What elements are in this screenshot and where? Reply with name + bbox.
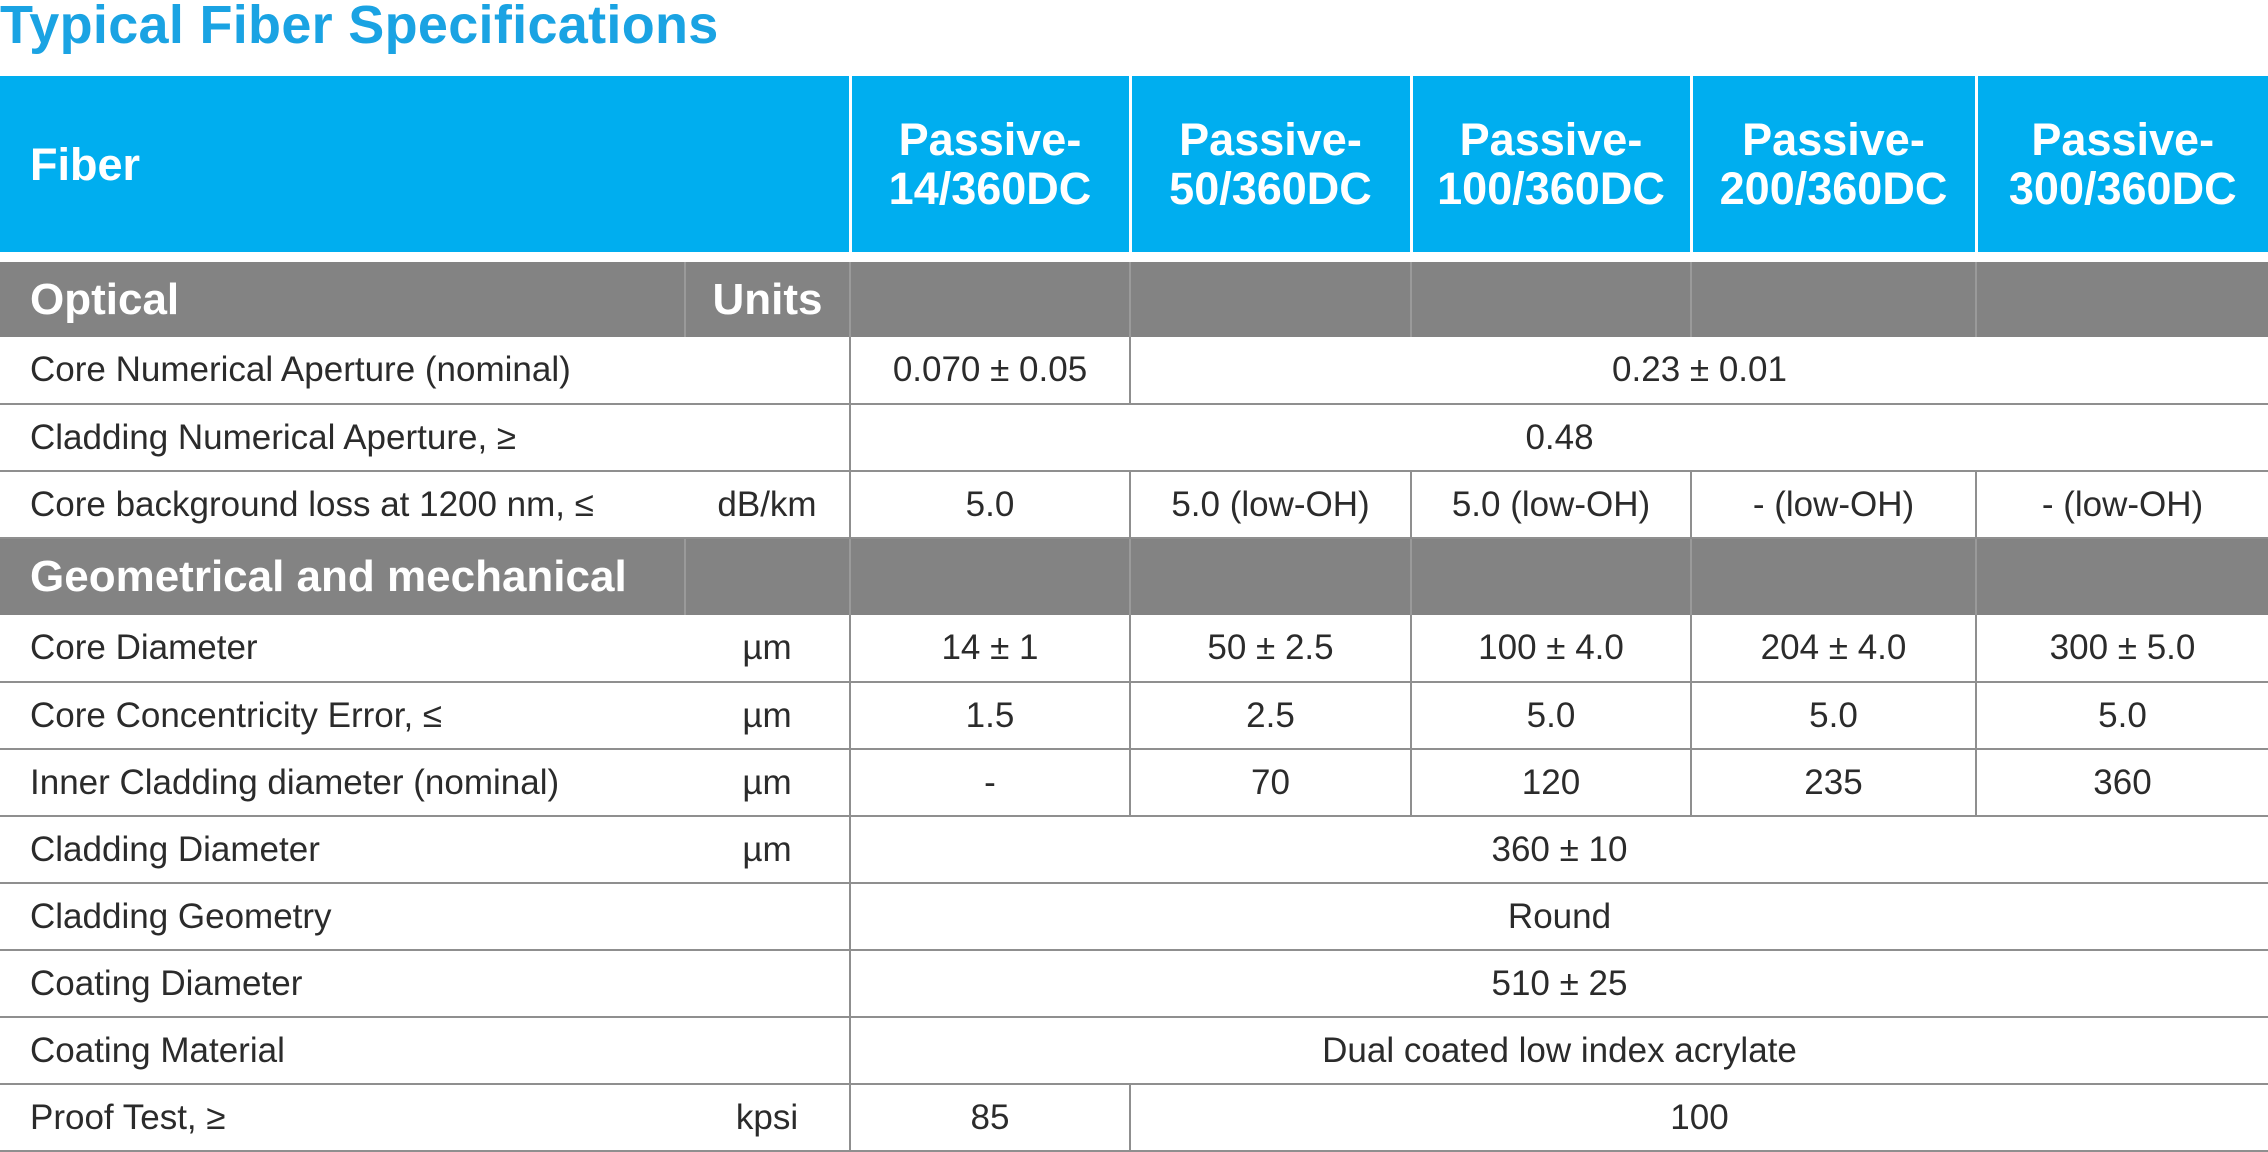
param-label: Coating Material [0, 1017, 685, 1084]
param-label: Coating Diameter [0, 950, 685, 1017]
param-label: Core Numerical Aperture (nominal) [0, 337, 685, 404]
value-cell: 0.070 ± 0.05 [850, 337, 1130, 404]
value-cell: 1.5 [850, 682, 1130, 749]
param-label: Cladding Diameter [0, 816, 685, 883]
table-row-concentricity [0, 682, 2268, 749]
value-cell: 85 [850, 1084, 1130, 1151]
table-row-cladding-geometry [0, 883, 2268, 950]
param-label: Cladding Geometry [0, 883, 685, 950]
header-col-passive-50-360dc [1130, 76, 1411, 252]
section-cell [1411, 538, 1691, 615]
header-col-passive-200-360dc [1691, 76, 1976, 252]
header-col-line1: Passive- [852, 115, 1129, 164]
value-cell: 204 ± 4.0 [1691, 615, 1976, 682]
header-col-passive-300-360dc [1976, 76, 2268, 252]
unit-cell: dB/km [685, 471, 850, 538]
header-col-line1: Passive- [1413, 115, 1690, 164]
value-cell: 14 ± 1 [850, 615, 1130, 682]
value-cell: 0.48 [850, 404, 2268, 471]
value-cell: 510 ± 25 [850, 950, 2268, 1017]
value-cell: 0.23 ± 0.01 [1130, 337, 2268, 404]
value-cell: 5.0 [1976, 682, 2268, 749]
param-label: Core background loss at 1200 nm, ≤ [0, 471, 685, 538]
section-cell [1691, 262, 1976, 337]
table-row-cladding-na [0, 404, 2268, 471]
param-label: Core Concentricity Error, ≤ [0, 682, 685, 749]
section-cell [1691, 538, 1976, 615]
value-cell: - (low-OH) [1691, 471, 1976, 538]
value-cell: 5.0 (low-OH) [1130, 471, 1411, 538]
param-label: Cladding Numerical Aperture, ≥ [0, 404, 685, 471]
unit-cell: kpsi [685, 1084, 850, 1151]
header-col-line2: 200/360DC [1693, 164, 1975, 213]
header-gap [0, 252, 2268, 262]
value-cell: 100 [1130, 1084, 2268, 1151]
value-cell: - (low-OH) [1976, 471, 2268, 538]
header-col-line2: 50/360DC [1132, 164, 1410, 213]
value-cell: 2.5 [1130, 682, 1411, 749]
unit-cell [685, 337, 850, 404]
table-header-row [0, 76, 2268, 252]
section-cell [1411, 262, 1691, 337]
unit-cell [685, 1017, 850, 1084]
value-cell: 5.0 [1411, 682, 1691, 749]
value-cell: Dual coated low index acrylate [850, 1017, 2268, 1084]
header-col-line2: 100/360DC [1413, 164, 1690, 213]
value-cell: 235 [1691, 749, 1976, 816]
table-row-core-diameter [0, 615, 2268, 682]
value-cell: 5.0 (low-OH) [1411, 471, 1691, 538]
unit-cell [685, 883, 850, 950]
section-row-optical [0, 262, 2268, 337]
value-cell: 120 [1411, 749, 1691, 816]
table-row-proof-test [0, 1084, 2268, 1151]
value-cell: - [850, 749, 1130, 816]
table-row-core-na [0, 337, 2268, 404]
section-row-geometrical [0, 538, 2268, 615]
table-row-cladding-diameter [0, 816, 2268, 883]
header-col-passive-100-360dc [1411, 76, 1691, 252]
table-row-coating-material [0, 1017, 2268, 1084]
header-col-line1: Passive- [1132, 115, 1410, 164]
param-label: Inner Cladding diameter (nominal) [0, 749, 685, 816]
section-cell [1130, 538, 1411, 615]
section-cell [1976, 262, 2268, 337]
units-heading: Units [685, 262, 850, 337]
section-cell [685, 538, 850, 615]
value-cell: 360 [1976, 749, 2268, 816]
section-cell [850, 538, 1130, 615]
header-col-line2: 300/360DC [1978, 164, 2268, 213]
section-label: Optical [0, 262, 685, 337]
gap-cell [0, 252, 2268, 262]
value-cell: 50 ± 2.5 [1130, 615, 1411, 682]
section-label: Geometrical and mechanical [0, 538, 685, 615]
section-cell [1976, 538, 2268, 615]
unit-cell: µm [685, 682, 850, 749]
table-row-background-loss [0, 471, 2268, 538]
header-col-passive-14-360dc [850, 76, 1130, 252]
unit-cell [685, 950, 850, 1017]
table-row-coating-diameter [0, 950, 2268, 1017]
value-cell: 70 [1130, 749, 1411, 816]
header-col-line2: 14/360DC [852, 164, 1129, 213]
value-cell: Round [850, 883, 2268, 950]
table-row-inner-cladding [0, 749, 2268, 816]
value-cell: 5.0 [850, 471, 1130, 538]
param-label: Proof Test, ≥ [0, 1084, 685, 1151]
unit-cell [685, 404, 850, 471]
header-fiber-label: Fiber [0, 76, 850, 252]
value-cell: 360 ± 10 [850, 816, 2268, 883]
unit-cell: µm [685, 816, 850, 883]
value-cell: 100 ± 4.0 [1411, 615, 1691, 682]
header-col-line1: Passive- [1978, 115, 2268, 164]
page-title: Typical Fiber Specifications [0, 0, 719, 56]
value-cell: 5.0 [1691, 682, 1976, 749]
section-cell [1130, 262, 1411, 337]
unit-cell: µm [685, 749, 850, 816]
value-cell: 300 ± 5.0 [1976, 615, 2268, 682]
header-col-line1: Passive- [1693, 115, 1975, 164]
unit-cell: µm [685, 615, 850, 682]
section-cell [850, 262, 1130, 337]
param-label: Core Diameter [0, 615, 685, 682]
fiber-spec-table [0, 76, 2268, 1152]
